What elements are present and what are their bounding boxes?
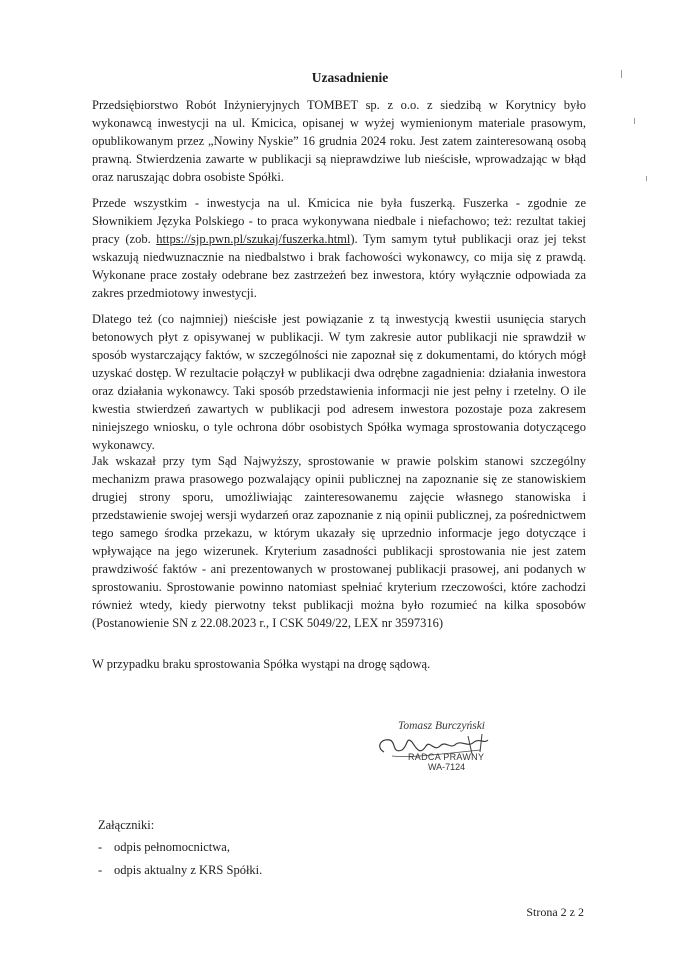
paragraph-fuszerka-text-2: ). Tym samym tytuł publikacji oraz jej tekst wskazują niedwuznacznie na niedbalstwo i brak fachowości wykonawcy, co mija się z prawdą. Wykonane prace zostały odebrane bez zastrzeżeń bez inwestora, który wyłącznie odpowiada za zakres przedmiotowy inwestycji.	[92, 232, 586, 300]
sjp-link[interactable]: https://sjp.pwn.pl/szukaj/fuszerka.html	[156, 232, 351, 246]
list-item	[98, 836, 262, 859]
page-number: Strona 2 z 2	[526, 905, 584, 919]
attachments-heading: Załączniki:	[98, 818, 155, 832]
paragraph-sad-najwyzszy: Jak wskazał przy tym Sąd Najwyższy, sprostowanie w prawie polskim stanowi szczególny mechanizm prawa prasowego pozwalający opinii publicznej na zapoznanie się ze stanowiskiem drugiej strony sporu, umożliwiając zainteresowanemu zajęcie własnego stanowiska i przedstawienie swojej wersji wydarzeń oraz zapoznanie z nią opinii publicznej, za pośrednictwem tego samego środka przekazu, w którym ukazały się uprzednio informacje jego dotyczące i wpływające na jego wizerunek. Kryterium zasadności publikacji sprostowania nie jest zatem prawdziwość faktów - ani prezentowanych w prostowanej publikacji prasowej, ani podanych w sprostowaniu. Sprostowanie powinno natomiast spełniać kryterium rzeczowości, które zachodzi również wtedy, kiedy pierwotny tekst publikacji można było rozumieć na kilka sposobów (Postanowienie SN z 22.08.2023 r., I CSK 5049/22, LEX nr 3597316)	[92, 454, 586, 630]
paragraph-intro: Przedsiębiorstwo Robót Inżynieryjnych TOMBET sp. z o.o. z siedzibą w Korytnicy było wykonawcą inwestycji na ul. Kmicica, opisanej w wyżej wymienionym materiale prasowym, opublikowanym przez „Nowiny Nyskie” 16 grudnia 2024 roku. Jest zatem zainteresowaną osobą prawną. Stwierdzenia zawarte w publikacji są nieprawdziwe lub nieścisłe, wprowadzając w błąd oraz naruszając dobra osobiste Spółki.	[92, 98, 586, 184]
paragraph-fuszerka	[92, 194, 586, 302]
signatory-name: Tomasz Burczyński	[398, 720, 486, 732]
stamp-title: RADCA PRAWNY	[408, 752, 485, 762]
scan-mark	[646, 176, 647, 181]
paragraph-betonowe-plyty: Dlatego też (co najmniej) nieścisłe jest powiązanie z tą inwestycją kwestii usunięcia starych betonowych płyt z opisywanej w publikacji. W tym zakresie autor publikacji nie sprawdził w sposób wystarczający faktów, w szczególności nie zapoznał się z dokumentami, do których mógł uzyskać dostęp. W rezultacie połączył w publikacji dwa odrębne zagadnienia: działania inwestora oraz działania wykonawcy. Taki sposób przedstawienia informacji nie jest pełny i rzetelny. O ile kwestia stwierdzeń zawartych w publikacji pod adresem inwestora pozostaje poza zakresem niniejszego wniosku, o tyle ochrona dóbr osobistych Spółka wymaga sprostowania dotyczącego wykonawcy.	[92, 312, 586, 452]
list-bullet: -	[98, 840, 103, 854]
attachments-list	[98, 836, 262, 882]
paragraph-closing: W przypadku braku sprostowania Spółka wystąpi na drogę sądową.	[92, 657, 431, 671]
scan-mark	[621, 70, 622, 78]
attachment-item-label: odpis pełnomocnictwa,	[114, 840, 230, 854]
paragraph-fuszerka-text-1: Przede wszystkim - inwestycja na ul. Kmicica nie była fuszerką. Fuszerka - zgodnie ze Słownikiem Języka Polskiego - to praca wykonywana niedbale i niefachowo; też: rezultat takiej pracy (zob.	[92, 196, 586, 246]
list-item	[98, 859, 262, 882]
stamp-number: WA-7124	[428, 762, 466, 772]
signature-block	[372, 718, 512, 798]
attachment-item-label: odpis aktualny z KRS Spółki.	[114, 863, 263, 877]
list-bullet: -	[98, 863, 103, 877]
scan-mark	[634, 118, 635, 124]
document-title: Uzasadnienie	[311, 70, 389, 85]
